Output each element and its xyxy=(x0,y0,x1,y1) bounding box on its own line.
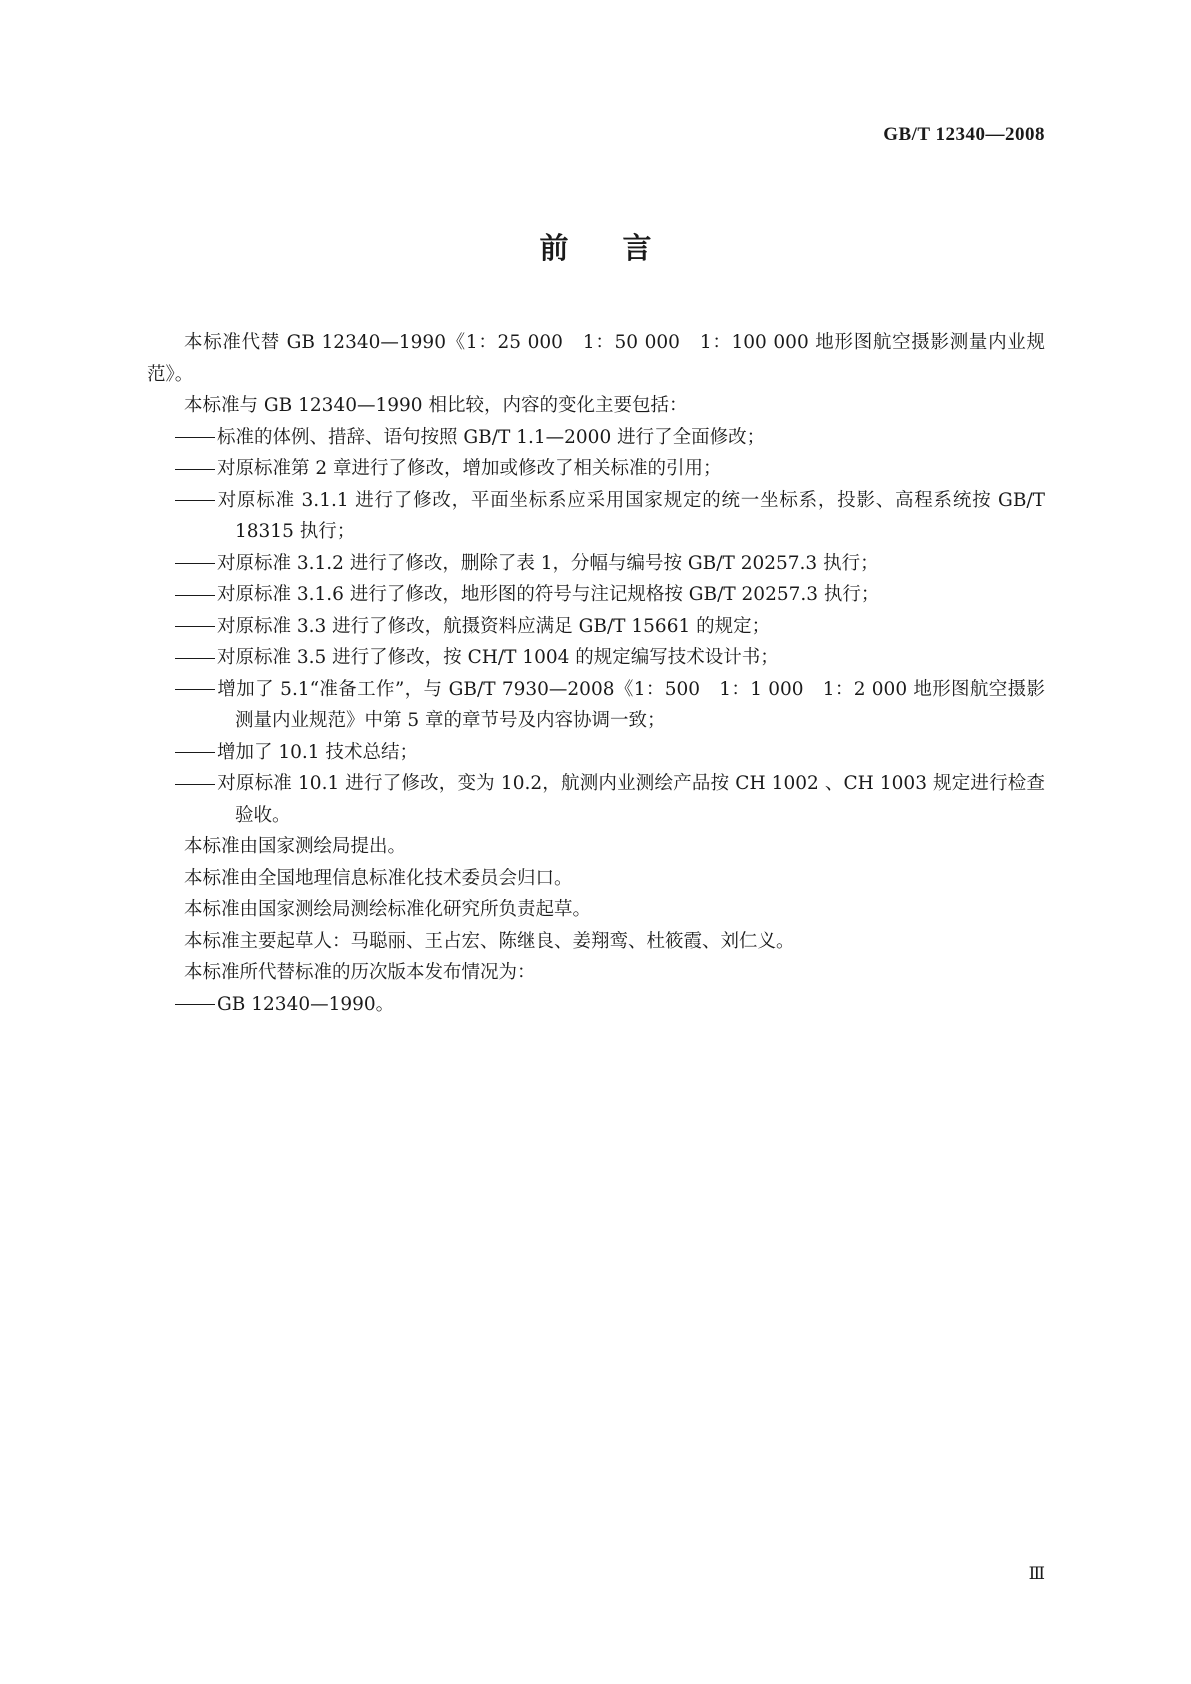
list-item: 增加了 5.1“准备工作”，与 GB/T 7930—2008《1：500 1：1 000 1：2 000 地形图航空摄影测量内业规范》中第 5 章的章节号及内容协调一致； xyxy=(147,674,1045,737)
list-item: 对原标准 3.3 进行了修改，航摄资料应满足 GB/T 15661 的规定； xyxy=(147,611,1045,643)
list-item: 增加了 10.1 技术总结； xyxy=(147,737,1045,769)
list-item: 对原标准 3.1.6 进行了修改，地形图的符号与注记规格按 GB/T 20257.3 执行； xyxy=(147,579,1045,611)
list-item: GB 12340—1990。 xyxy=(147,989,1045,1021)
dash-marker xyxy=(175,500,215,501)
list-item: 对原标准第 2 章进行了修改，增加或修改了相关标准的引用； xyxy=(147,453,1045,485)
list-item: 对原标准 3.1.1 进行了修改，平面坐标系应采用国家规定的统一坐标系，投影、高程系统按 GB/T 18315 执行； xyxy=(147,485,1045,548)
dash-marker xyxy=(175,752,215,753)
page-number: Ⅲ xyxy=(1028,1564,1045,1583)
dash-marker xyxy=(175,784,215,785)
paragraph-drafted-by: 本标准由国家测绘局测绘标准化研究所负责起草。 xyxy=(184,899,592,920)
paragraph-centralized-by: 本标准由全国地理信息标准化技术委员会归口。 xyxy=(184,867,573,889)
dash-marker xyxy=(175,563,215,564)
dash-marker xyxy=(175,689,215,690)
paragraph-history-intro: 本标准所代替标准的历次版本发布情况为： xyxy=(184,962,536,983)
paragraph-replaces: 本标准代替 GB 12340—1990《1：25 000 1：50 000 1：100 000 地形图航空摄影测量内业规范》。 xyxy=(147,332,1045,385)
foreword-body xyxy=(147,327,1045,1020)
dash-marker xyxy=(175,658,215,659)
list-item: 对原标准 3.1.2 进行了修改，删除了表 1，分幅与编号按 GB/T 20257.3 执行； xyxy=(147,548,1045,580)
list-item: 标准的体例、措辞、语句按照 GB/T 1.1—2000 进行了全面修改； xyxy=(147,422,1045,454)
list-item: 对原标准 10.1 进行了修改，变为 10.2，航测内业测绘产品按 CH 1002 、CH 1003 规定进行检查验收。 xyxy=(147,768,1045,831)
list-item: 对原标准 3.5 进行了修改，按 CH/T 1004 的规定编写技术设计书； xyxy=(147,642,1045,674)
dash-marker xyxy=(175,595,215,596)
paragraph-drafters: 本标准主要起草人：马聪丽、王占宏、陈继良、姜翔鸾、杜筱霞、刘仁义。 xyxy=(184,930,795,952)
paragraph-changes-intro: 本标准与 GB 12340—1990 相比较，内容的变化主要包括： xyxy=(184,395,688,416)
dash-marker xyxy=(175,1004,215,1005)
dash-marker xyxy=(175,626,215,627)
paragraph-proposed-by: 本标准由国家测绘局提出。 xyxy=(184,836,407,857)
page-title: 前言 xyxy=(539,231,706,265)
standard-code: GB/T 12340—2008 xyxy=(883,124,1045,145)
dash-marker xyxy=(175,437,215,438)
dash-marker xyxy=(175,469,215,470)
